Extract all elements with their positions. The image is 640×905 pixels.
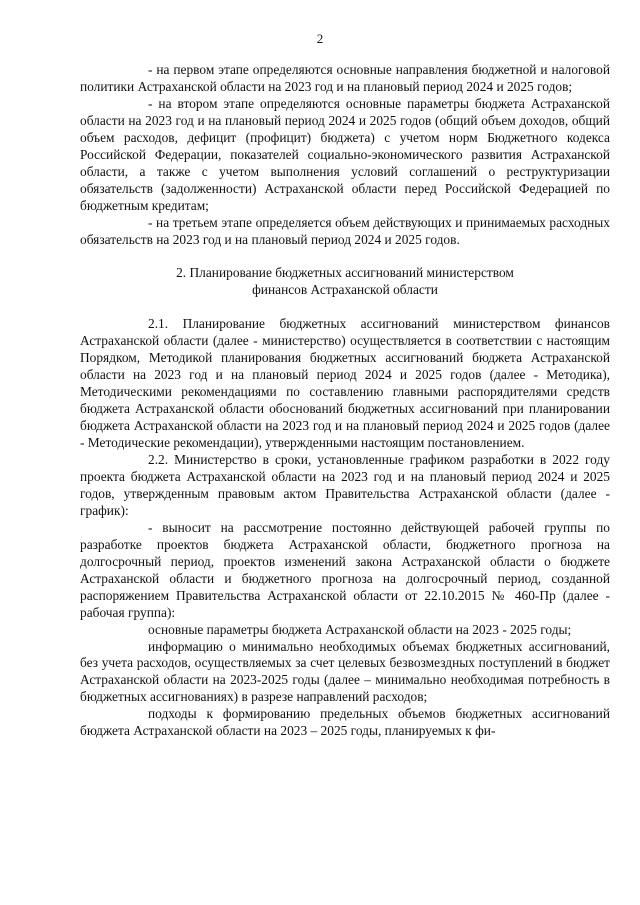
paragraph-working-group: - выносит на рассмотрение постоянно действующей рабочей группы по разработке проектов бюджета Астраханской области, бюджетного прогноза на долгосрочный период, проектов изменений закона Астраханской области о бюджете Астраханской области и бюджетного прогноза на долгосрочный период, созданной распоряжением Правительства Астраханской области от 22.10.2015 № 460-Пр (далее - рабочая группа): (80, 519, 610, 620)
paragraph-minimum-needs: информацию о минимально необходимых объемах бюджетных ассигнований, без учета расходов, осуществляемых за счет целевых безвозмездных поступлений в бюджет Астраханской области на 2023-2025 годы (далее – минимально необходимая потребность в бюджетных ассигнованиях) в разрезе направлений расходов; (80, 638, 610, 705)
paragraph-stage-3: - на третьем этапе определяется объем действующих и принимаемых расходных обязательств на 2023 год и на плановый период 2024 и 2025 годов. (80, 214, 610, 247)
document-body (80, 62, 610, 740)
paragraph-stage-2: - на втором этапе определяются основные параметры бюджета Астраханской области на 2023 год и на плановый период 2024 и 2025 годов (общий объем доходов, общий объем расходов, дефицит (профицит) бюджета) с учетом норм Бюджетного кодекса Российской Федерации, показателей социально-экономического развития Астраханской области, а также с учетом выполнения условий соглашений о реструктуризации обязательств (задолженности) Астраханской области перед Российской Федерацией по бюджетным кредитам; (80, 95, 610, 213)
page-number: 2 (316, 31, 324, 46)
section-heading-line-2: финансов Астраханской области (252, 282, 438, 298)
paragraph-2-1: 2.1. Планирование бюджетных ассигнований министерством финансов Астраханской области (далее - министерство) осуществляется в соответствии с настоящим Порядком, Методикой планирования бюджетных ассигнований бюджета Астраханской области на 2023 год и на плановый период 2024 и 2025 годов (далее - Методика), Методическими рекомендациями по составлению главными распорядителями средств бюджета Астраханской области обоснований бюджетных ассигнований при планировании бюджета Астраханской области на 2023 год и на плановый период 2024 и 2025 годов (далее - Методические рекомендации), утвержденными настоящим постановлением. (80, 316, 610, 451)
paragraph-main-parameters: основные параметры бюджета Астраханской области на 2023 - 2025 годы; (148, 621, 572, 637)
paragraph-2-2: 2.2. Министерство в сроки, установленные графиком разработки в 2022 году проекта бюджета Астраханской области на 2023 год и на плановый период 2024 и 2025 годов, утвержденным правовым актом Правительства Астраханской области (далее - график): (80, 452, 610, 518)
section-heading (80, 265, 610, 299)
section-heading-line-1: 2. Планирование бюджетных ассигнований министерством (176, 265, 514, 281)
paragraph-approaches: подходы к формированию предельных объемов бюджетных ассигнований бюджета Астраханской области на 2023 – 2025 годы, планируемых к фи- (80, 706, 610, 739)
paragraph-stage-1: - на первом этапе определяются основные направления бюджетной и налоговой политики Астраханской области на 2023 год и на плановый период 2024 и 2025 годов; (80, 62, 610, 94)
